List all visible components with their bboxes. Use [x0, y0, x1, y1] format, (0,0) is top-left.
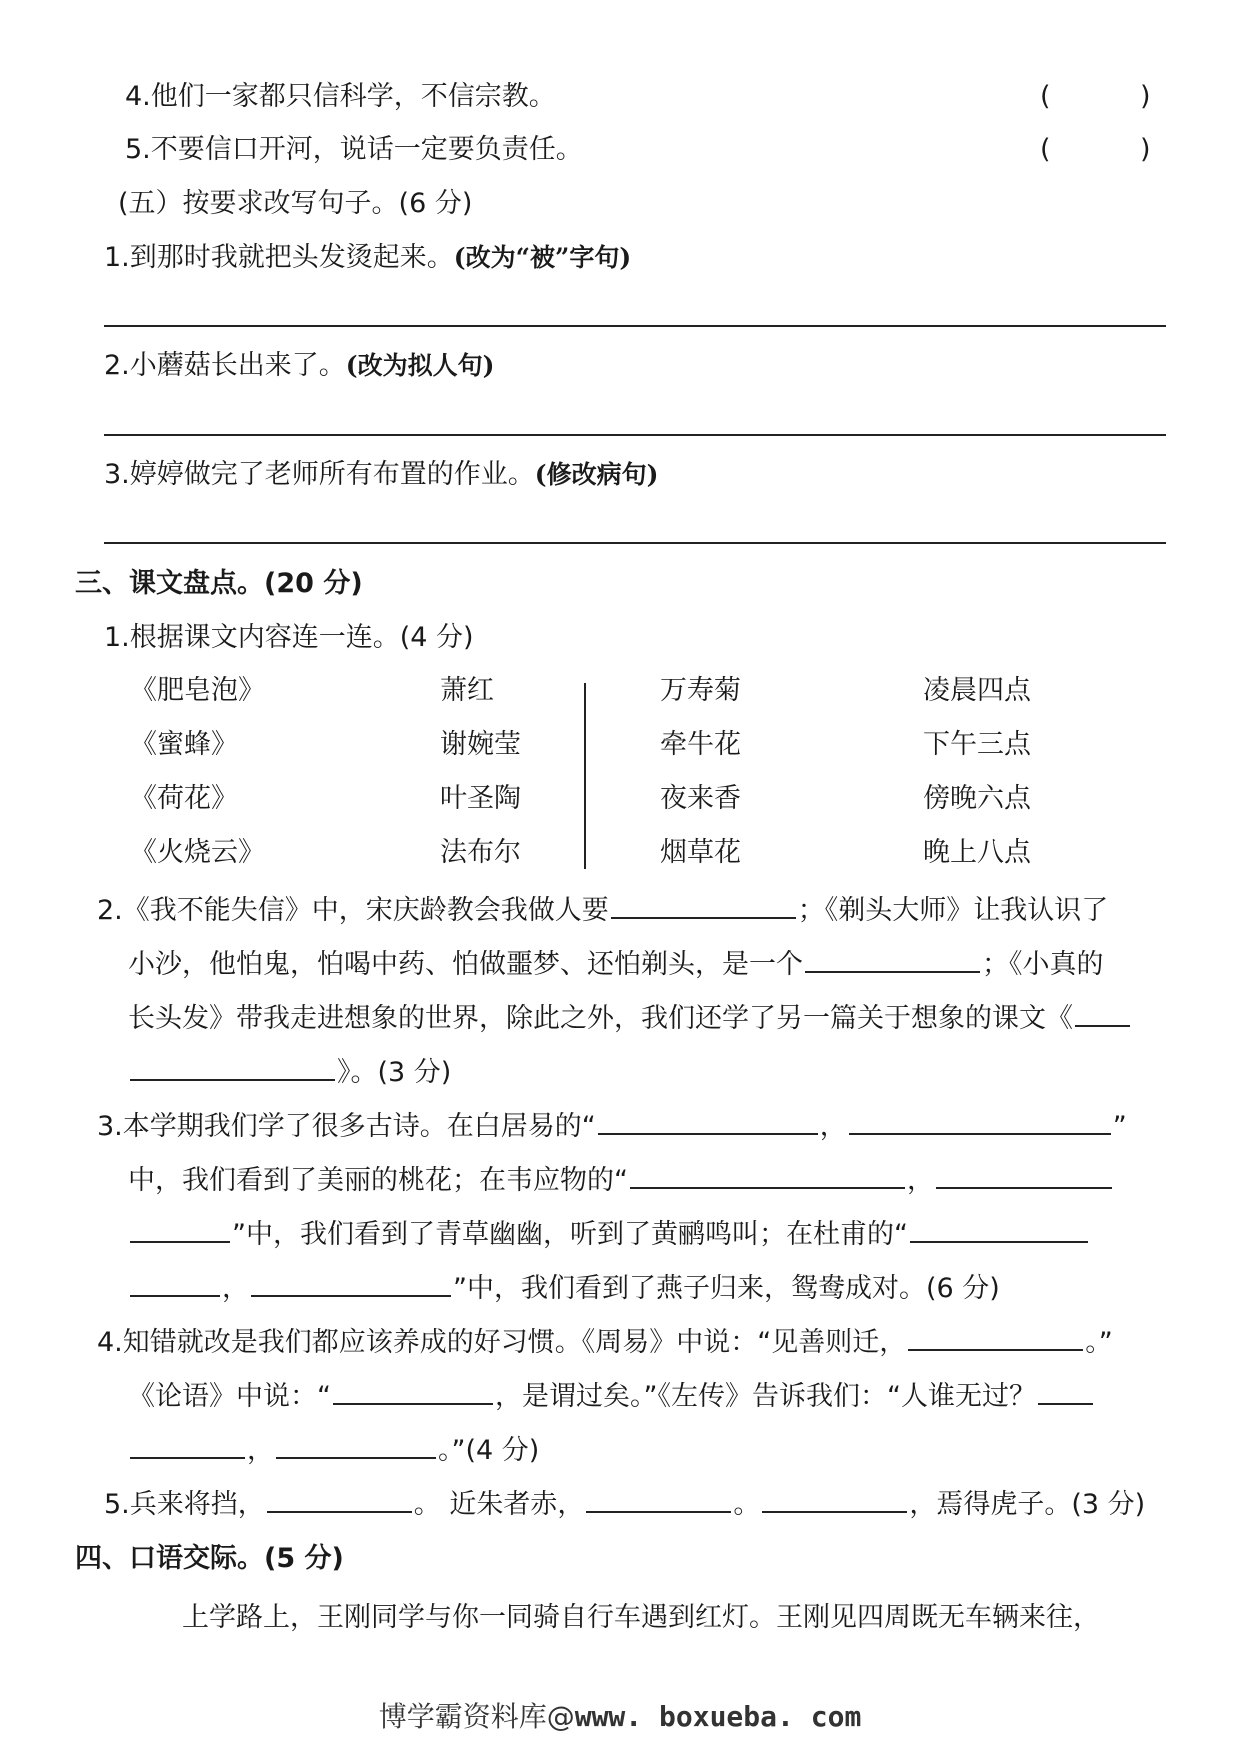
section3-q3-line3	[128, 1215, 1090, 1253]
fill-blank[interactable]	[333, 1377, 493, 1405]
fill-blank[interactable]	[849, 1107, 1111, 1135]
fill-blank[interactable]	[130, 1053, 335, 1081]
fill-blank[interactable]	[805, 945, 980, 973]
rewrite-question-1	[104, 240, 631, 276]
match-author: 法布尔	[440, 837, 521, 868]
match-time: 凌晨四点	[923, 675, 1031, 706]
fill-blank[interactable]	[762, 1485, 907, 1513]
answer-paren-open-5: (	[1040, 134, 1051, 165]
answer-paren-close-5: )	[1140, 134, 1151, 165]
answer-paren-close-4: )	[1140, 81, 1151, 112]
match-time: 下午三点	[923, 729, 1031, 760]
rewrite-q1-text: 1.到那时我就把头发烫起来。	[104, 242, 454, 273]
fill-blank[interactable]	[630, 1161, 905, 1189]
section3-q1: 1.根据课文内容连一连。(4 分)	[104, 622, 474, 653]
q3-text-c: ”中，我们看到了青草幽幽，听到了黄鹂鸣叫；在杜甫的“	[232, 1219, 908, 1250]
q2-text-b: ；《剃头大师》让我认识了	[797, 895, 1109, 926]
footer-url: www. boxueba. com	[574, 1700, 862, 1733]
q2-text-c: 小沙，他怕鬼，怕喝中药、怕做噩梦、还怕剃头，是一个	[128, 949, 803, 980]
fill-blank[interactable]	[130, 1431, 245, 1459]
section3-q3-line2	[128, 1161, 1114, 1199]
rewrite-q3-requirement: (修改病句)	[534, 460, 659, 489]
match-title: 《荷花》	[130, 783, 238, 814]
match-author: 叶圣陶	[440, 783, 521, 814]
q5-text-b: 。 近朱者赤，	[413, 1489, 585, 1520]
rewrite-q2-requirement: (改为拟人句)	[345, 351, 495, 380]
footer-watermark	[0, 1695, 1240, 1735]
section3-q2-line2	[128, 945, 1104, 983]
fill-blank[interactable]	[910, 1215, 1088, 1243]
q2-text-a: 2.《我不能失信》中，宋庆龄教会我做人要	[97, 895, 609, 926]
judge-item-4: 4.他们一家都只信科学，不信宗教。	[125, 81, 556, 112]
answer-paren-open-4: (	[1040, 81, 1051, 112]
footer-site-name: 博学霸资料库@	[378, 1700, 575, 1733]
q2-text-f: 》。(3 分)	[337, 1057, 452, 1088]
q4-text-a: 4.知错就改是我们都应该养成的好习惯。《周易》中说：“见善则迁，	[97, 1327, 907, 1358]
q2-text-d: ；《小真的	[982, 949, 1104, 980]
q2-text-e: 长头发》带我走进想象的世界，除此之外，我们还学了另一篇关于想象的课文《	[128, 1003, 1073, 1034]
judge-item-5: 5.不要信口开河，说话一定要负责任。	[125, 134, 583, 165]
rewrite-question-2	[104, 348, 494, 384]
match-author: 萧红	[440, 675, 494, 706]
q4-text-d: ，是谓过矣。”《左传》告诉我们：“人谁无过？	[495, 1381, 1036, 1412]
match-flower: 万寿菊	[660, 675, 741, 706]
match-title: 《肥皂泡》	[130, 675, 265, 706]
q3-comma: ，	[907, 1165, 934, 1196]
rewrite-question-3	[104, 457, 658, 493]
rewrite-q3-text: 3.婷婷做完了老师所有布置的作业。	[104, 459, 535, 490]
q5-text-d: ，焉得虎子。(3 分)	[909, 1489, 1146, 1520]
answer-line-3	[104, 542, 1166, 544]
q3-text-d: ”中，我们看到了燕子归来，鸳鸯成对。(6 分)	[453, 1273, 1000, 1304]
match-divider	[584, 683, 586, 869]
fill-blank[interactable]	[1038, 1377, 1093, 1405]
match-flower: 牵牛花	[660, 729, 741, 760]
fill-blank[interactable]	[130, 1269, 220, 1297]
section4-text: 上学路上，王刚同学与你一同骑自行车遇到红灯。王刚见四周既无车辆来往，	[182, 1602, 1100, 1633]
section3-q4-line2	[128, 1377, 1095, 1415]
match-flower: 夜来香	[660, 783, 741, 814]
q4-text-e: 。”(4 分)	[438, 1435, 540, 1466]
answer-line-1	[104, 325, 1166, 327]
fill-blank[interactable]	[130, 1215, 230, 1243]
section4-heading: 四、口语交际。(5 分)	[75, 1543, 344, 1574]
match-time: 晚上八点	[923, 837, 1031, 868]
q5-text-c: 。	[733, 1489, 761, 1520]
match-author: 谢婉莹	[440, 729, 521, 760]
section3-q2-line1	[97, 891, 1108, 929]
answer-line-2	[104, 434, 1166, 436]
section3-q5	[104, 1485, 1145, 1523]
section3-heading: 三、课文盘点。(20 分)	[75, 568, 363, 599]
fill-blank[interactable]	[908, 1323, 1083, 1351]
section3-q4-line1	[97, 1323, 1113, 1361]
match-title: 《火烧云》	[130, 837, 265, 868]
section3-q4-line3	[128, 1431, 539, 1469]
q3-quote-end: ”	[1112, 1111, 1127, 1142]
fill-blank[interactable]	[586, 1485, 731, 1513]
section3-q3-line4	[128, 1269, 1000, 1307]
match-flower: 烟草花	[660, 837, 741, 868]
rewrite-heading: (五）按要求改写句子。(6 分)	[118, 188, 473, 219]
q4-text-b: 。”	[1085, 1327, 1113, 1358]
section3-q2-line3	[128, 999, 1132, 1037]
rewrite-q2-text: 2.小蘑菇长出来了。	[104, 350, 346, 381]
fill-blank[interactable]	[936, 1161, 1112, 1189]
section3-q2-line4	[128, 1053, 451, 1091]
rewrite-q1-requirement: (改为“被”字句)	[453, 243, 632, 272]
q5-text-a: 5.兵来将挡，	[104, 1489, 265, 1520]
q3-text-a: 3.本学期我们学了很多古诗。在白居易的“	[97, 1111, 596, 1142]
fill-blank[interactable]	[267, 1485, 412, 1513]
q3-text-b: 中，我们看到了美丽的桃花；在韦应物的“	[128, 1165, 628, 1196]
q3-comma: ，	[247, 1435, 274, 1466]
fill-blank[interactable]	[598, 1107, 818, 1135]
section3-q3-line1	[97, 1107, 1127, 1145]
fill-blank[interactable]	[276, 1431, 436, 1459]
match-title: 《蜜蜂》	[130, 729, 238, 760]
q3-comma: ，	[222, 1273, 249, 1304]
q3-comma: ，	[819, 1111, 847, 1142]
fill-blank[interactable]	[251, 1269, 451, 1297]
fill-blank[interactable]	[1075, 999, 1130, 1027]
match-time: 傍晚六点	[923, 783, 1031, 814]
q4-text-c: 《论语》中说：“	[128, 1381, 331, 1412]
fill-blank[interactable]	[611, 891, 796, 919]
